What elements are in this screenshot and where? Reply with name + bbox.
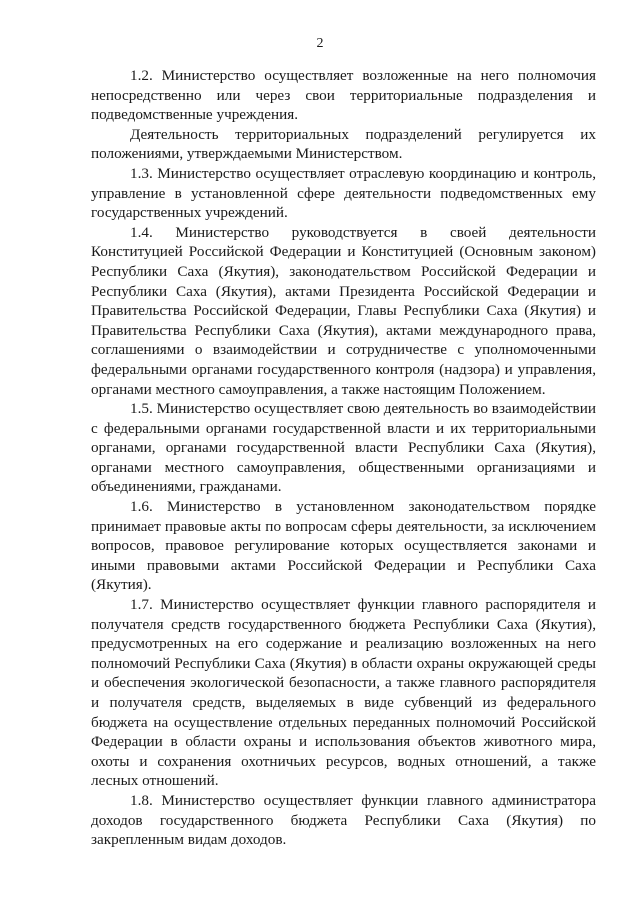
paragraph-1-5: 1.5. Министерство осуществляет свою деятельность во взаимодействии с федеральными органами государственной власти и их территориальными органами, органами государственной власти Республики Саха (Якутия), органами местного самоуправления, общественными организациями и объединениями, гражданами. xyxy=(91,400,596,496)
paragraph-1-8: 1.8. Министерство осуществляет функции главного администратора доходов государственного бюджета Республики Саха (Якутия) по закрепленным видам доходов. xyxy=(91,791,596,849)
paragraph-1-2: 1.2. Министерство осуществляет возложенные на него полномочия непосредственно или через свои территориальные подразделения и подведомственные учреждения. xyxy=(91,67,596,124)
document-body xyxy=(91,66,596,850)
paragraph-1-6: 1.6. Министерство в установленном законодательством порядке принимает правовые акты по вопросам сферы деятельности, за исключением вопросов, правовое регулирование которых осуществляется законами и иными правовыми актами Российской Федерации и Республики Саха (Якутия). xyxy=(91,498,596,594)
paragraph-1-7: 1.7. Министерство осуществляет функции главного распорядителя и получателя средств государственного бюджета Республики Саха (Якутия), предусмотренных на его содержание и реализацию возложенных на него полномочий Республики Саха (Якутия) в области охраны окружающей среды и обеспечения экологической безопасности, а также главного распорядителя и получателя средств, выделяемых в виде субвенций из федерального бюджета на осуществление отдельных переданных полномочий Российской Федерации в области охраны и использования объектов животного мира, охоты и сохранения охотничьих ресурсов, водных отношений, а также лесных отношений. xyxy=(91,596,596,790)
paragraph-territorial-units: Деятельность территориальных подразделений регулируется их положениями, утверждаемыми Министерством. xyxy=(91,125,596,163)
page-number: 2 xyxy=(316,36,324,51)
paragraph-1-3: 1.3. Министерство осуществляет отраслевую координацию и контроль, управление в установленной сфере деятельности подведомственных ему государственных учреждений. xyxy=(91,164,596,222)
paragraph-1-4: 1.4. Министерство руководствуется в своей деятельности Конституцией Российской Федерации и Конституцией (Основным законом) Республики Саха (Якутия), законодательством Российской Федерации и Республики Саха (Якутия), актами Президента Российской Федерации и Правительства Российской Федерации, Главы Республики Саха (Якутия) и Правительства Республики Саха (Якутия), актами международного права, соглашениями о взаимодействии и сотрудничестве с уполномоченными федеральными органами государственного контроля (надзора) и управления, органами местного самоуправления, а также настоящим Положением. xyxy=(91,223,596,398)
